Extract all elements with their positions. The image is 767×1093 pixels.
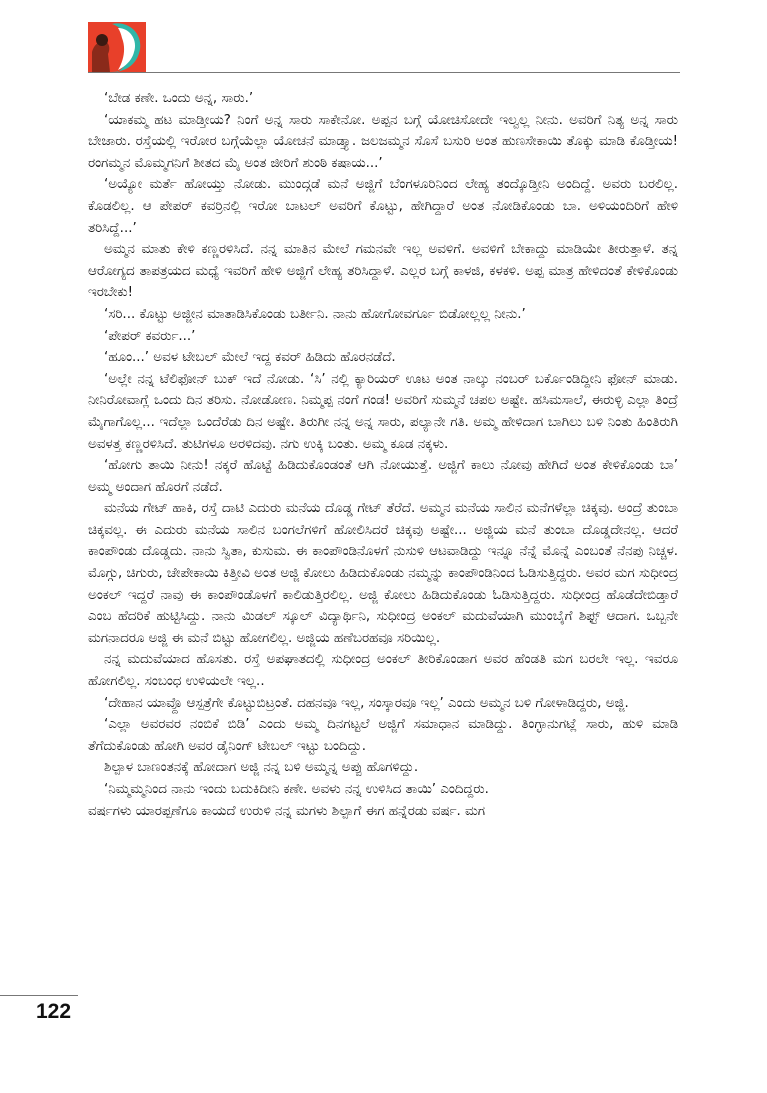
paragraph: ‘ಎಲ್ಲಾ ಅವರವರ ನಂಬಿಕೆ ಬಿಡಿ’ ಎಂದು ಅಮ್ಮ ದಿನಗಟ್ಟಲೆ ಅಜ್ಜಿಗೆ ಸಮಾಧಾನ ಮಾಡಿದ್ದು. ತಿಂಗ್ಳಾನುಗಟ್ಲೆ ಸಾರು, ಹುಳಿ ಮಾಡಿ ತೆಗೆದುಕೊಂಡು ಹೋಗಿ ಅವರ ಡೈನಿಂಗ್ ಟೇಬಲ್ ಇಟ್ಟು ಬಂದಿದ್ದು.	[88, 717, 678, 754]
page-number: 122	[36, 1000, 72, 1023]
paragraph: ಶಿಲ್ಪಾಳ ಬಾಣಂತನಕ್ಕೆ ಹೋದಾಗ ಅಜ್ಜಿ ನನ್ನ ಬಳಿ ಅಮ್ಮನ್ನ ಅಪ್ಪು ಹೊಗಳಿದ್ದು.	[104, 760, 419, 776]
footer-rule	[0, 995, 78, 996]
magazine-logo-icon	[88, 22, 146, 72]
paragraph: ‘ಬೇಡ ಕಣೇ. ಒಂದು ಅನ್ನ, ಸಾರು.’	[104, 91, 254, 106]
paragraph: ಅಮ್ಮನ ಮಾತು ಕೇಳಿ ಕಣ್ಣರಳಿಸಿದೆ. ನನ್ನ ಮಾತಿನ ಮೇಲೆ ಗಮನವೇ ಇಲ್ಲ ಅವಳಿಗೆ. ಅವಳಿಗೆ ಬೇಕಾದ್ದು ಮಾಡಿಯೇ ತೀರುತ್ತಾಳೆ. ತನ್ನ ಆರೋಗ್ಯದ ತಾಪತ್ರಯದ ಮಧ್ಯೆ ಇವರಿಗೆ ಹೇಳಿ ಅಜ್ಜಿಗೆ ಲೇಹ್ಯ ತರಿಸಿದ್ದಾಳೆ. ಎಲ್ಲರ ಬಗ್ಗೆ ಕಾಳಜಿ, ಕಳಕಳಿ. ಅಪ್ಪ ಮಾತ್ರ ಹೇಳಿದಂತೆ ಕೇಳಿಕೊಂಡು ಇರಬೇಕು!	[88, 242, 678, 301]
paragraph: ‘ಅಲ್ಲೇ ನನ್ನ ಟೆಲಿಫೋನ್ ಬುಕ್ ಇದೆ ನೋಡು. ‘ಸಿ’ ನಲ್ಲಿ ಕ್ಯಾರಿಯರ್ ಊಟ ಅಂತ ನಾಲ್ಕು ನಂಬರ್ ಬರ್ಕೊಂಡಿದ್ದೀನಿ ಫೋನ್ ಮಾಡು. ನೀನಿರೋವಾಗ್ಲೆ ಒಂದು ದಿನ ತರಿಸು. ನೋಡೋಣ. ನಿಮ್ಮಪ್ಪ ನಂಗೆ ಗಂಡ! ಅವರಿಗೆ ಸುಮ್ಮನೆ ಚಪಲ ಅಷ್ಟೇ. ಹಸಿಮಸಾಲೆ, ಈರುಳ್ಳಿ ಎಲ್ಲಾ ತಿಂದ್ರೆ ಮೈಗಾಗೊಲ್ಲ... ಇದೆಲ್ಲಾ ಒಂದೆರೆಡು ದಿನ ಅಷ್ಟೇ. ತಿರುಗೀ ನನ್ನ ಅನ್ನ ಸಾರು, ಪಲ್ಯಾನೇ ಗತಿ. ಅಮ್ಮ ಹೇಳಿದಾಗ ಬಾಗಿಲು ಬಳಿ ನಿಂತು ಹಿಂತಿರುಗಿ ಅವಳತ್ತ ಕಣ್ಣರಳಿಸಿದೆ. ತುಟಿಗಳೂ ಅರಳಿದವು. ನಗು ಉಕ್ಕಿ ಬಂತು. ಅಮ್ಮ ಕೂಡ ನಕ್ಕಳು.	[88, 371, 678, 452]
paragraph: ಮನೆಯ ಗೇಟ್ ಹಾಕಿ, ರಸ್ತೆ ದಾಟಿ ಎದುರು ಮನೆಯ ದೊಡ್ಡ ಗೇಟ್ ತೆರೆದೆ. ಅಮ್ಮನ ಮನೆಯ ಸಾಲಿನ ಮನೆಗಳೆಲ್ಲಾ ಚಿಕ್ಕವು. ಅಂದ್ರೆ ತುಂಬಾ ಚಿಕ್ಕವಲ್ಲ. ಈ ಎದುರು ಮನೆಯ ಸಾಲಿನ ಬಂಗಲೆಗಳಿಗೆ ಹೋಲಿಸಿದರೆ ಚಿಕ್ಕವು ಅಷ್ಟೇ... ಅಜ್ಜಿಯ ಮನೆ ತುಂಬಾ ದೊಡ್ಡದೇನಲ್ಲ. ಆದರೆ ಕಾಂಪೌಂಡು ದೊಡ್ಡದು. ನಾನು ಸ್ವಿತಾ, ಕುಸುಮ. ಈ ಕಾಂಪೌಂಡಿನೊಳಗೆ ನುಸುಳಿ ಆಟವಾಡಿದ್ದು ಇನ್ನೂ ನೆನ್ನೆ ಮೊನ್ನೆ ಎಂಬಂತೆ ನೆನಪು ನಿಚ್ಚಳ. ಮೊಗ್ಗು, ಚಿಗುರು, ಚೇಪೇಕಾಯಿ ಕಿತ್ತೀವಿ ಅಂತ ಅಜ್ಜಿ ಕೋಲು ಹಿಡಿದುಕೊಂಡು ನಮ್ಮನ್ನು ಕಾಂಪೌಂಡಿನಿಂದ ಓಡಿಸುತ್ತಿದ್ದರು. ಅವರ ಮಗ ಸುಧೀಂದ್ರ ಅಂಕಲ್ ಇದ್ದರೆ ನಾವು ಈ ಕಾಂಪೌಂಡೊಳಗೆ ಕಾಲಿಡುತ್ತಿರಲಿಲ್ಲ. ಅಜ್ಜಿ ಕೋಲು ಹಿಡಿದುಕೊಂಡು ಓಡಿಸುತ್ತಿದ್ದರು. ಸುಧೀಂದ್ರ ಹೊಡೆದೇಬಿಡ್ತಾರೆ ಎಂಬ ಹೆದರಿಕೆ ಹುಟ್ಟಿಸಿದ್ದು. ನಾನು ಮಿಡಲ್ ಸ್ಕೂಲ್ ವಿದ್ಯಾರ್ಥಿನಿ, ಸುಧೀಂದ್ರ ಅಂಕಲ್ ಮದುವೆಯಾಗಿ ಮುಂಬೈಗೆ ಶಿಫ್ಟ್ ಆದಾಗ. ಒಬ್ಬನೇ ಮಗನಾದರೂ ಅಜ್ಜಿ ಈ ಮನೆ ಬಿಟ್ಟು ಹೋಗಲಿಲ್ಲ. ಅಜ್ಜಿಯ ಹಣೆಬರಹವೂ ಸರಿಯಿಲ್ಲ.	[88, 501, 678, 646]
header-rule	[88, 72, 680, 73]
paragraph: ‘ನಿಮ್ಮಮ್ಮನಿಂದ ನಾನು ಇಂದು ಬದುಕಿದೀನಿ ಕಣೇ. ಅವಳು ನನ್ನ ಉಳಿಸಿದ ತಾಯಿ’ ಎಂದಿದ್ದರು.	[104, 782, 489, 797]
paragraph: ‘ಹೋಗು ತಾಯಿ ನೀನು! ನಕ್ಕರೆ ಹೊಟ್ಟೆ ಹಿಡಿದುಕೊಂಡಂತೆ ಆಗಿ ನೋಯುತ್ತೆ. ಅಜ್ಜಿಗೆ ಕಾಲು ನೋವು ಹೇಗಿದೆ ಅಂತ ಕೇಳಿಕೊಂಡು ಬಾ’ ಅಮ್ಮ ಅಂದಾಗ ಹೊರಗೆ ನಡೆದೆ.	[88, 458, 678, 495]
article-body	[88, 88, 678, 822]
paragraph: ‘ದೇಹಾನ ಯಾವ್ದೊ ಆಸ್ಪತ್ರೆಗೇ ಕೊಟ್ಟುಬಿಟ್ರಂತೆ. ದಹನವೂ ಇಲ್ಲ, ಸಂಸ್ಕಾರವೂ ಇಲ್ಲ’ ಎಂದು ಅಮ್ಮನ ಬಳಿ ಗೋಳಾಡಿದ್ದರು, ಅಜ್ಜಿ.	[104, 695, 629, 711]
paragraph: ‘ಅಯ್ಯೋ ಮರ್ತೆ ಹೋಯ್ತು ನೋಡು. ಮುಂದ್ಗಡೆ ಮನೆ ಅಜ್ಜಿಗೆ ಬೆಂಗಳೂರಿನಿಂದ ಲೇಹ್ಯ ತಂದ್ಕೊಡ್ತೀನಿ ಅಂದಿದ್ದೆ. ಅವರು ಬರಲಿಲ್ಲ. ಕೊಡಲಿಲ್ಲ. ಆ ಪೇಪರ್ ಕವರ್ರಿನಲ್ಲಿ ಇರೋ ಬಾಟಲ್ ಅವರಿಗೆ ಕೊಟ್ಟು, ಹೇಗಿದ್ದಾರೆ ಅಂತ ನೋಡಿಕೊಂಡು ಬಾ. ಅಳಿಯಂದಿರಿಗೆ ಹೇಳಿ ತರಿಸಿದ್ದೆ...’	[88, 177, 678, 236]
paragraph: ‘ಸರಿ... ಕೊಟ್ಟು ಅಜ್ಜೀನ ಮಾತಾಡಿಸಿಕೊಂಡು ಬರ್ತೀನಿ. ನಾನು ಹೋಗೋವರ್ಗೂ ಬಿಡೋಲ್ಲಲ್ಲ ನೀನು.’	[104, 306, 526, 322]
paragraph: ನನ್ನ ಮದುವೆಯಾದ ಹೊಸತು. ರಸ್ತೆ ಅಪಘಾತದಲ್ಲಿ ಸುಧೀಂದ್ರ ಅಂಕಲ್ ತೀರಿಕೊಂಡಾಗ ಅವರ ಹೆಂಡತಿ ಮಗ ಬರಲೇ ಇಲ್ಲ. ಇವರೂ ಹೋಗಲಿಲ್ಲ. ಸಂಬಂಧ ಉಳಿಯಲೇ ಇಲ್ಲ..	[88, 652, 678, 690]
paragraph: ‘ಪೇಪರ್ ಕವರ್ರು...’	[104, 328, 196, 344]
paragraph: ‘ಯಾಕಮ್ಮ ಹಟ ಮಾಡ್ತೀಯ? ನಿಂಗೆ ಅನ್ನ ಸಾರು ಸಾಕೇನೋ. ಅಪ್ಪನ ಬಗ್ಗೆ ಯೋಚಿಸೋದೇ ಇಲ್ವಲ್ಲ ನೀನು. ಅವರಿಗೆ ನಿತ್ಯ ಅನ್ನ ಸಾರು ಬೇಜಾರು. ರಸ್ತೆಯಲ್ಲಿ ಇರೋರ ಬಗ್ಗೆಯೆಲ್ಲಾ ಯೋಚನೆ ಮಾಡ್ತ್ಯಾ. ಜಲಜಮ್ಮನ ಸೊಸೆ ಬಸುರಿ ಅಂತ ಹುಣಸೇಕಾಯಿ ತೊಕ್ಕು ಮಾಡಿ ಕೊಡ್ತೀಯ! ರಂಗಮ್ಮನ ಮೊಮ್ಮಗನಿಗೆ ಶೀತದ ಮೈ ಅಂತ ಜೀರಿಗೆ ಶುಂಠಿ ಕಷಾಯ...’	[88, 112, 678, 171]
paragraph: ‘ಹೂಂ...’ ಅವಳ ಟೇಬಲ್ ಮೇಲೆ ಇದ್ದ ಕವರ್ ಹಿಡಿದು ಹೊರನಡೆದೆ.	[104, 350, 396, 366]
paragraph: ವರ್ಷಗಳು ಯಾರಪ್ಪಣೆಗೂ ಕಾಯದೆ ಉರುಳಿ ನನ್ನ ಮಗಳು ಶಿಲ್ಪಾಗೆ ಈಗ ಹನ್ನೆರಡು ವರ್ಷ. ಮಗ	[88, 803, 486, 819]
